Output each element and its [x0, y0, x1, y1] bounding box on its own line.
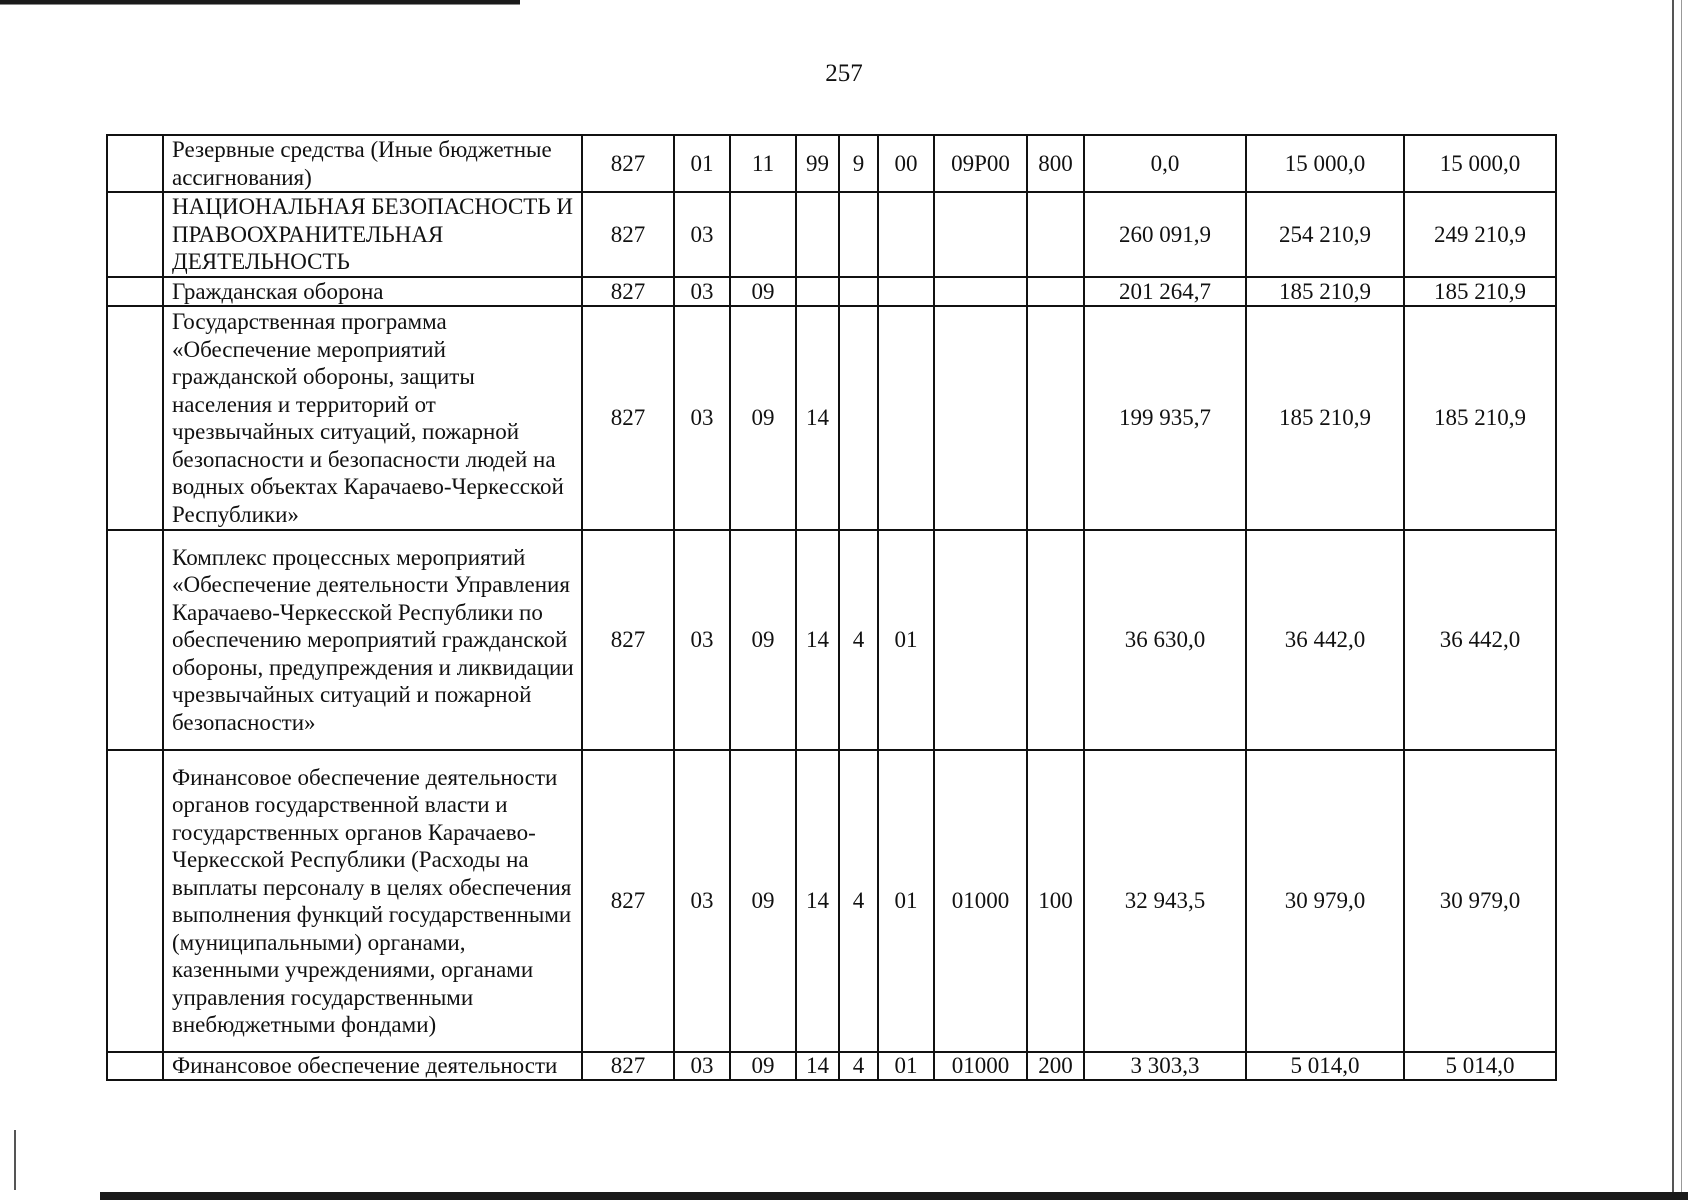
- row-number-cell: [107, 192, 163, 277]
- code-event: [878, 192, 934, 277]
- code-section: 03: [674, 306, 730, 530]
- scan-edge-left-mark: [14, 1130, 16, 1190]
- value-year-3: 36 442,0: [1404, 530, 1556, 750]
- value-year-3: 249 210,9: [1404, 192, 1556, 277]
- code-program: 14: [796, 530, 839, 750]
- code-direction: 09Р00: [934, 135, 1027, 192]
- code-program: 14: [796, 306, 839, 530]
- code-direction: 01000: [934, 1052, 1027, 1080]
- code-direction: [934, 306, 1027, 530]
- value-year-3: 15 000,0: [1404, 135, 1556, 192]
- value-year-1: 199 935,7: [1084, 306, 1246, 530]
- code-event: [878, 306, 934, 530]
- table-row: [107, 1052, 1556, 1080]
- item-name: НАЦИОНАЛЬНАЯ БЕЗОПАСНОСТЬ И ПРАВООХРАНИТЕЛЬНАЯ ДЕЯТЕЛЬНОСТЬ: [163, 192, 582, 277]
- code-expense-type: [1027, 306, 1084, 530]
- code-section: 01: [674, 135, 730, 192]
- code-expense-type: [1027, 277, 1084, 307]
- item-name: Государственная программа «Обеспечение мероприятий гражданской обороны, защиты населения и территорий от чрезвычайных ситуаций, пожарной безопасности и безопасности людей на водных объектах Карачаево-Черкесской Республики»: [163, 306, 582, 530]
- code-subsection: 11: [730, 135, 796, 192]
- value-year-1: 36 630,0: [1084, 530, 1246, 750]
- value-year-2: 254 210,9: [1246, 192, 1404, 277]
- row-number-cell: [107, 750, 163, 1052]
- code-program: 14: [796, 1052, 839, 1080]
- value-year-2: 5 014,0: [1246, 1052, 1404, 1080]
- code-program: [796, 192, 839, 277]
- code-program: [796, 277, 839, 307]
- item-name: Комплекс процессных мероприятий «Обеспечение деятельности Управления Карачаево-Черкесской Республики по обеспечению мероприятий гражданской обороны, предупреждения и ликвидации чрезвычайных ситуаций и пожарной безопасности»: [163, 530, 582, 750]
- value-year-1: 3 303,3: [1084, 1052, 1246, 1080]
- code-program-type: [839, 306, 878, 530]
- code-expense-type: [1027, 530, 1084, 750]
- code-event: [878, 277, 934, 307]
- code-event: 01: [878, 530, 934, 750]
- code-program-type: [839, 277, 878, 307]
- item-name: Финансовое обеспечение деятельности органов государственной власти и государственных органов Карачаево-Черкесской Республики (Расходы на выплаты персоналу в целях обеспечения выполнения функций государственными (муниципальными) органами, казенными учреждениями, органами управления государственными внебюджетными фондами): [163, 750, 582, 1052]
- value-year-2: 185 210,9: [1246, 306, 1404, 530]
- code-subsection: [730, 192, 796, 277]
- item-name: Резервные средства (Иные бюджетные ассигнования): [163, 135, 582, 192]
- code-subsection: 09: [730, 1052, 796, 1080]
- code-expense-type: 100: [1027, 750, 1084, 1052]
- code-ministry: 827: [582, 192, 674, 277]
- budget-table: [106, 134, 1557, 1081]
- scan-edge-right-shadow: [1681, 0, 1682, 1200]
- code-ministry: 827: [582, 530, 674, 750]
- item-name: Финансовое обеспечение деятельности: [163, 1052, 582, 1080]
- code-direction: 01000: [934, 750, 1027, 1052]
- code-ministry: 827: [582, 1052, 674, 1080]
- code-subsection: 09: [730, 750, 796, 1052]
- code-section: 03: [674, 192, 730, 277]
- code-ministry: 827: [582, 277, 674, 307]
- code-direction: [934, 530, 1027, 750]
- code-section: 03: [674, 277, 730, 307]
- scan-edge-top-shadow: [0, 4, 520, 5]
- code-subsection: 09: [730, 530, 796, 750]
- code-expense-type: [1027, 192, 1084, 277]
- code-section: 03: [674, 1052, 730, 1080]
- code-direction: [934, 192, 1027, 277]
- code-expense-type: 200: [1027, 1052, 1084, 1080]
- row-number-cell: [107, 277, 163, 307]
- code-event: 01: [878, 750, 934, 1052]
- value-year-1: 260 091,9: [1084, 192, 1246, 277]
- value-year-2: 185 210,9: [1246, 277, 1404, 307]
- code-section: 03: [674, 750, 730, 1052]
- value-year-1: 0,0: [1084, 135, 1246, 192]
- value-year-2: 36 442,0: [1246, 530, 1404, 750]
- value-year-3: 185 210,9: [1404, 306, 1556, 530]
- value-year-1: 201 264,7: [1084, 277, 1246, 307]
- row-number-cell: [107, 306, 163, 530]
- code-program-type: 9: [839, 135, 878, 192]
- scan-edge-bottom: [100, 1192, 1688, 1200]
- value-year-3: 5 014,0: [1404, 1052, 1556, 1080]
- code-program-type: 4: [839, 750, 878, 1052]
- code-program: 14: [796, 750, 839, 1052]
- code-subsection: 09: [730, 306, 796, 530]
- code-ministry: 827: [582, 750, 674, 1052]
- code-ministry: 827: [582, 306, 674, 530]
- item-name: Гражданская оборона: [163, 277, 582, 307]
- code-subsection: 09: [730, 277, 796, 307]
- table-row: [107, 135, 1556, 192]
- code-program-type: 4: [839, 530, 878, 750]
- table-row: [107, 750, 1556, 1052]
- code-section: 03: [674, 530, 730, 750]
- row-number-cell: [107, 135, 163, 192]
- code-direction: [934, 277, 1027, 307]
- page-number: 257: [825, 60, 863, 87]
- row-number-cell: [107, 1052, 163, 1080]
- code-expense-type: 800: [1027, 135, 1084, 192]
- table-row: [107, 192, 1556, 277]
- table-row: [107, 530, 1556, 750]
- table-row: [107, 306, 1556, 530]
- table-row: [107, 277, 1556, 307]
- row-number-cell: [107, 530, 163, 750]
- code-program-type: [839, 192, 878, 277]
- code-program: 99: [796, 135, 839, 192]
- code-program-type: 4: [839, 1052, 878, 1080]
- value-year-2: 15 000,0: [1246, 135, 1404, 192]
- value-year-1: 32 943,5: [1084, 750, 1246, 1052]
- code-event: 01: [878, 1052, 934, 1080]
- value-year-3: 185 210,9: [1404, 277, 1556, 307]
- code-event: 00: [878, 135, 934, 192]
- code-ministry: 827: [582, 135, 674, 192]
- value-year-2: 30 979,0: [1246, 750, 1404, 1052]
- value-year-3: 30 979,0: [1404, 750, 1556, 1052]
- scan-edge-right: [1672, 0, 1674, 1200]
